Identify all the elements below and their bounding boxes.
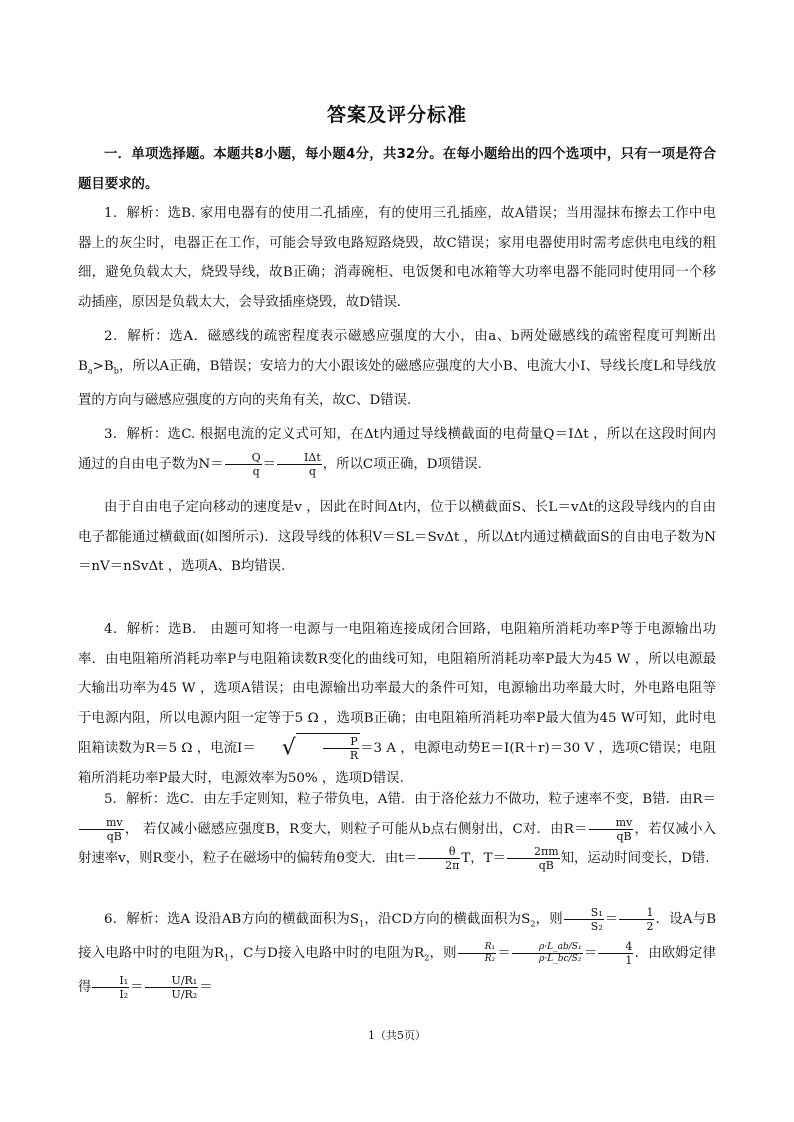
answer-2-text: 2．解析：选A．磁感线的疏密程度表示磁感应强度的大小，由a、b两处磁感线的疏密程度可判断出B — [78, 329, 716, 374]
numerator: ρ·L_ab/S₁ — [512, 942, 583, 954]
numerator: I₁ — [92, 974, 129, 988]
denominator: q — [252, 464, 260, 478]
answer-2-text: >B — [92, 358, 114, 374]
equals-sign: ＝ — [604, 912, 619, 927]
radicand — [296, 733, 360, 764]
equals-sign: ＝ — [583, 946, 598, 962]
equals-sign: ＝ — [262, 456, 277, 472]
denominator: U/R₂ — [171, 988, 198, 1002]
answer-5-text: 知，运动时间变长，D错. — [560, 851, 710, 866]
numerator: P — [323, 735, 359, 749]
answer-6-text: ，则 — [535, 912, 563, 927]
answer-3-text: ，所以C项正确，D项错误. — [322, 456, 482, 472]
answer-5 — [78, 785, 716, 874]
fraction-r1-over-r2 — [458, 942, 496, 965]
answer-6-text: ．由欧姆定律得 — [78, 946, 717, 996]
equals-sign: ＝ — [199, 980, 213, 996]
fraction-i1-over-i2 — [92, 974, 129, 1001]
subscript: a — [87, 366, 93, 376]
denominator: S₂ — [590, 920, 603, 933]
fraction-theta-over-2pi — [418, 845, 460, 872]
fraction-idt-over-q — [277, 451, 322, 478]
equals-sign: ＝ — [130, 980, 144, 996]
numerator: IΔt — [277, 451, 322, 465]
denominator: qB — [616, 829, 632, 843]
answer-3-continued: 由于自由电子定向移动的速度是v ，因此在时间Δt内，位于以横截面S、长L＝vΔt的这段导线内的自由电子都能通过横截面(如图所示)．这段导线的体积V＝SL＝SvΔt ，所以Δt内通过横截面S的自由电子数为N＝nV＝nSvΔt ，选项A、B均错误. — [78, 500, 716, 574]
answer-5-text: ， 若仅减小磁感应强度B，R变大，则粒子可能从b点右侧射出，C对．由R＝ — [124, 821, 588, 837]
numerator: mv — [79, 816, 124, 830]
numerator: R₁ — [458, 942, 496, 954]
equals-sign: ＝ — [497, 946, 511, 962]
denominator: 1 — [625, 954, 633, 968]
numerator: S₁ — [564, 906, 604, 920]
numerator: Q — [225, 451, 262, 465]
fraction-q-over-q — [225, 451, 262, 478]
page-number: 1（共5页） — [368, 1029, 426, 1042]
denominator: 2π — [445, 859, 460, 872]
answer-5-text: T，T＝ — [461, 851, 506, 866]
answer-6-text: ，沿CD方向的横截面积为S — [364, 912, 531, 927]
answer-3 — [78, 420, 716, 479]
denominator: R₂ — [484, 954, 496, 965]
denominator: 2 — [646, 920, 654, 933]
subscript: 1 — [224, 953, 230, 963]
answer-6-text: 6．解析：选A 设沿AB方向的横截面积为S — [104, 912, 360, 927]
subscript: 2 — [530, 919, 536, 929]
fraction-one-half — [619, 906, 654, 933]
numerator: 4 — [598, 940, 633, 954]
fraction-resistivity-ratio — [512, 942, 583, 965]
answer-4-text: 4．解析：选B． 由题可知将一电源与一电阻箱连接成闭合回路，电阻箱所消耗功率P等于电源输出功率．由电阻箱所消耗功率P与电阻箱读数R变化的曲线可知，电阻箱所消耗功率P最大为45 W ，所以电源最大输出功率为45 W ，选项A错误；由电源输出功率最大的条件可知，电源输出功率最大时，外电路电阻等于电源内阻，所以电源内阻一定等于5 Ω ，选项B正确；由电阻箱所消耗功率P最大值为45 W可知，此时电阻箱读数为R＝5 Ω ，电流I＝ — [78, 622, 716, 756]
denominator: R — [349, 749, 359, 762]
answer-3-text: 3．解析：选C. 根据电流的定义式可知，在Δt内通过导线横截面的电荷量Q＝IΔt ，所以在这段时间内通过的自由电子数为N＝ — [78, 427, 716, 472]
denominator: qB — [538, 859, 554, 872]
answer-6-text: ．设A与B接入电路中时的电阻为R — [78, 912, 717, 962]
radical-sign: √ — [281, 735, 296, 761]
answer-5-text: ，若仅减小入射速率v，则R变小，粒子在磁场中的偏转角θ变大．由t＝ — [78, 821, 717, 866]
fraction-ohm-ratio — [145, 974, 199, 1001]
answer-2-text: ，所以A正确，B错误；安培力的大小跟该处的磁感应强度的大小B、电流大小I、导线长度L和导线放置的方向与磁感应强度的方向的夹角有关，故C、D错误. — [78, 358, 716, 408]
section-heading-text: 一．单项选择题。本题共8小题，每小题4分，共32分。在每小题给出的四个选项中，只有一项是符合题目要求的。 — [78, 147, 716, 192]
answer-6-text: ，C与D接入电路中时的电阻为R — [229, 946, 425, 962]
denominator: q — [308, 464, 316, 478]
numerator: mv — [589, 816, 634, 830]
denominator: ρ·L_bc/S₂ — [539, 954, 582, 965]
denominator: qB — [106, 829, 122, 843]
answer-6-text: ，则 — [429, 946, 457, 962]
page-title: 答案及评分标准 — [326, 104, 467, 126]
subscript: b — [113, 366, 119, 376]
answer-2 — [78, 322, 716, 415]
numerator: θ — [418, 845, 460, 859]
fraction-mv-over-qb — [79, 816, 124, 843]
answer-6 — [78, 905, 716, 1003]
numerator: U/R₁ — [145, 974, 199, 988]
section-heading — [78, 140, 716, 199]
fraction-2pim-over-qb — [507, 845, 560, 872]
denominator: I₂ — [119, 988, 129, 1002]
subscript: 2 — [424, 953, 430, 963]
answer-4 — [78, 615, 716, 793]
answer-5-text: 5．解析：选C．由左手定则知，粒子带负电，A错．由于洛伦兹力不做功，粒子速率不变，B错．由R＝ — [104, 792, 716, 807]
fraction-mv-over-qb — [589, 816, 634, 843]
fraction-four-over-one — [598, 940, 633, 967]
answer-1: 1．解析：选B. 家用电器有的使用二孔插座，有的使用三孔插座，故A错误；当用湿抹布擦去工作中电器上的灰尘时，电器正在工作，可能会导致电路短路烧毁，故C错误；家用电器使用时需考虑供电电线的粗细，避免负载太大，烧毁导线，故B正确；消毒碗柜、电饭煲和电冰箱等大功率电器不能同时使用同一个移动插座，原因是负载太大，会导致插座烧毁，故D错误. — [78, 206, 716, 310]
fraction-p-over-r — [323, 735, 359, 762]
square-root — [256, 733, 360, 764]
fraction-s1-over-s2 — [564, 906, 604, 933]
numerator: 1 — [619, 906, 654, 920]
numerator: 2πm — [507, 845, 560, 859]
answer-4-text: ＝3 A ，电源电动势E＝I(R＋r)＝30 V ，选项C错误；电阻箱所消耗功率P最大时，电源效率为50% ，选项D错误. — [78, 740, 716, 786]
subscript: 1 — [359, 919, 365, 929]
